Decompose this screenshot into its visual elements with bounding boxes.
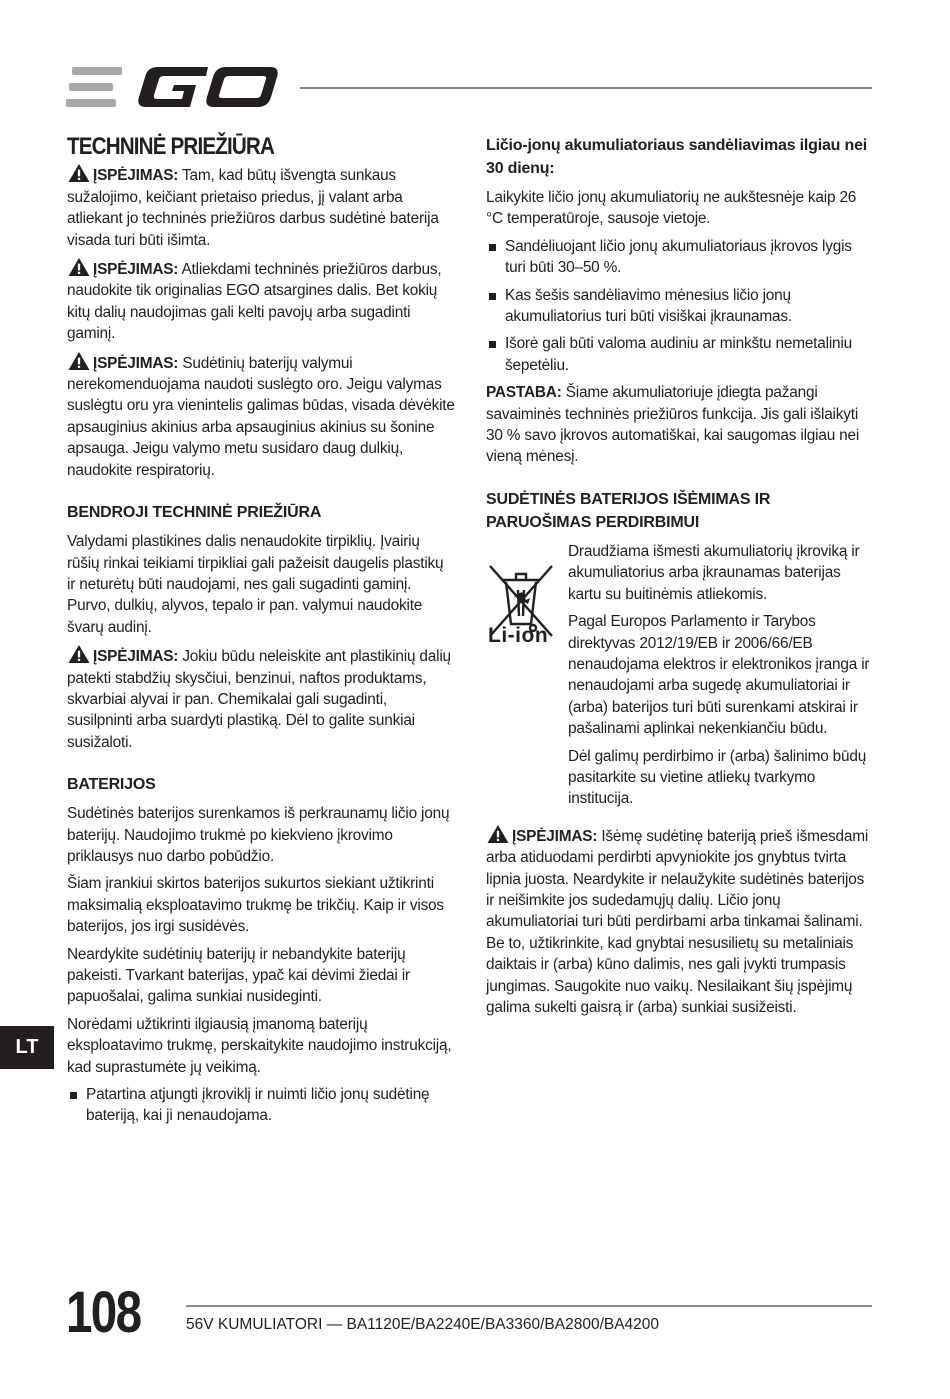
section-heading-disposal: SUDĖTINĖS BATERIJOS IŠĖMIMAS IR PARUOŠIMAS PERDIRBIMUI xyxy=(486,490,771,531)
section-heading-general: BENDROJI TECHNINĖ PRIEŽIŪRA xyxy=(67,504,322,522)
warning-label: ĮSPĖJIMAS: xyxy=(93,261,179,279)
note-text: Šiame akumuliatoriuje įdiegta pažangi savaiminės techninės priežiūros funkcija. Jis gali išlaikyti 30 % savo įkrovos automatiškai, kai saugomas ilgiau nei vieną mėnesį. xyxy=(486,384,860,466)
warning-text: Išėmę sudėtinę bateriją prieš išmesdami arba atiduodami perdirbti apvyniokite jos gnybtus tvirta lipnia juosta. Neardykite ir nelaužykite sudėtinės baterijos ir neišimkite jos sudedamųjų dalių. Ličio jonų akumuliatoriai turi būti perdirbami arba tinkamai šalinami. Be to, užtikrinkite, kad gnybtai nesusilietų su metaliniais daiktais ir (arba) kūno dalimis, nes gali įvykti trumpasis jungimas. Saugokite nuo vaikų. Nesilaikant šių įspėjimų galima sukelti gaisrą ir (arba) sunkiai susižeisti. xyxy=(486,827,869,1016)
note-paragraph xyxy=(486,382,872,468)
list-item: Patartina atjungti įkroviklį ir nuimti ličio jonų sudėtinę bateriją, kai ji nenaudojama. xyxy=(67,1084,455,1127)
body-paragraph: Sudėtinės baterijos surenkamos iš perkraunamų ličio jonų baterijų. Naudojimo trukmė po kiekvieno įkrovimo priklausys nuo darbo pobūdžio. xyxy=(67,805,450,865)
list-item: Sandėliuojant ličio jonų akumuliatoriaus įkrovos lygis turi būti 30–50 %. xyxy=(486,236,872,279)
body-paragraph: Pagal Europos Parlamento ir Tarybos direktyvas 2012/19/EB ir 2006/66/EB nenaudojama elektros ir elektronikos įranga ir nenaudojami arba sugedę akumuliatoriai ir (arba) baterijos turi būti surenkami atskirai ir pašalinami aplinkai nekenkiančiu būdu. xyxy=(568,613,870,738)
section-heading-storage: Ličio-jonų akumuliatoriaus sandėliavimas ilgiau nei 30 dienų: xyxy=(486,137,868,177)
body-paragraph: Norėdami užtikrinti ilgiausią įmanomą baterijų eksploatavimo trukmę, perskaitykite naudojimo instrukciją, kad suprastumėte jų veikimą. xyxy=(67,1015,452,1076)
section-heading-batteries: BATERIJOS xyxy=(67,776,156,794)
warning-triangle-icon xyxy=(486,824,510,844)
warning-triangle-icon xyxy=(67,351,91,371)
body-paragraph: Neardykite sudėtinių baterijų ir nebandykite baterijų pakeisti. Tvarkant baterijas, ypač kai dėvimi žiedai ir papuošalai, galima sunkiai nusideginti. xyxy=(67,945,410,1006)
warning-label: ĮSPĖJIMAS: xyxy=(93,354,179,372)
body-paragraph: Šiam įrankiui skirtos baterijos sukurtos siekiant užtikrinti maksimalią eksploatavimo trukmę be trikčių. Kaip ir visos baterijos, jos irgi susidėvės. xyxy=(67,875,444,936)
li-ion-label: Li-ion xyxy=(488,623,549,647)
bullet-list xyxy=(67,1084,455,1127)
page-title: TECHNINĖ PRIEŽIŪRA xyxy=(67,133,274,160)
warning-text: Sudėtinių baterijų valymui nerekomenduojama naudoti suslėgto oro. Jeigu valymas suslėgtu oru yra vienintelis galimas būdas, visada dėvėkite apsauginius akinius arba apsauginius akinius su šonine apsauga. Jeigu valymo metu susidaro daug dulkių, naudokite respiratorių. xyxy=(67,354,455,479)
page-number: 108 xyxy=(66,1280,141,1345)
warning-triangle-icon xyxy=(67,163,91,183)
warning-text: Jokiu būdu neleiskite ant plastikinių dalių patekti stabdžių skysčiui, benzinui, naftos produktams, skvarbiai alyvai ir pan. Chemikalai gali sugadinti, susilpninti arba suardyti plastiką. Dėl to galite sunkiai susižaloti. xyxy=(67,648,451,751)
list-item: Išorė gali būti valoma audiniu ar minkštu nemetaliniu šepetėliu. xyxy=(486,333,872,376)
warning-label: ĮSPĖJIMAS: xyxy=(93,648,179,666)
list-item: Kas šešis sandėliavimo mėnesius ličio jonų akumuliatorius turi būti visiškai įkraunamas. xyxy=(486,285,872,328)
disposal-block xyxy=(486,541,872,810)
language-tab: LT xyxy=(0,1026,54,1069)
bullet-list xyxy=(486,236,872,376)
warning-paragraph xyxy=(67,257,455,345)
warning-paragraph xyxy=(67,644,455,753)
body-paragraph: Valydami plastikines dalis nenaudokite tirpiklių. Įvairių rūšių rinkai teikiami tirpikliai gali pažeisit daugelis plastikų ir neturėtų būti naudojami, nes gali sugadinti gaminį. Purvo, dulkių, alyvos, tepalo ir pan. valymui naudokite švarų audinį. xyxy=(67,533,444,636)
warning-paragraph xyxy=(486,824,872,1019)
body-paragraph: Draudžiama išmesti akumuliatorių įkroviką ir akumuliatorius arba įkraunamas baterijas kartu su buitinėmis atliekomis. xyxy=(568,542,860,603)
footer-text: 56V KUMULIATORI — BA1120E/BA2240E/BA3360/BA2800/BA4200 xyxy=(186,1316,660,1333)
footer-rule xyxy=(186,1305,872,1307)
warning-label: ĮSPĖJIMAS: xyxy=(512,827,598,845)
warning-triangle-icon xyxy=(67,644,91,664)
right-column xyxy=(486,134,872,1024)
warning-text: Tam, kad būtų išvengta sunkaus sužalojimo, keičiant prietaiso priedus, jį valant arba atliekant jo techninės priežiūros darbus sudėtinė baterija visada turi būti išimta. xyxy=(67,167,439,249)
body-paragraph: Dėl galimų perdirbimo ir (arba) šalinimo būdų pasitarkite su vietine atliekų tvarkymo institucija. xyxy=(568,747,867,808)
warning-paragraph xyxy=(67,163,455,251)
warning-triangle-icon xyxy=(67,257,91,277)
warning-label: ĮSPĖJIMAS: xyxy=(93,167,179,185)
left-column xyxy=(67,134,455,1133)
ego-logo xyxy=(66,62,280,112)
header-rule xyxy=(300,87,872,89)
warning-text: Atliekdami techninės priežiūros darbus, naudokite tik originalias EGO atsargines dalis. Bet kokių kitų dalių naudojimas gali kelti pavojų arba sugadinti gaminį. xyxy=(67,261,442,343)
note-label: PASTABA: xyxy=(486,384,562,402)
warning-paragraph xyxy=(67,351,455,481)
body-paragraph: Laikykite ličio jonų akumuliatorių ne aukštesnėje kaip 26 °C temperatūroje, sausoje vietoje. xyxy=(486,189,857,228)
